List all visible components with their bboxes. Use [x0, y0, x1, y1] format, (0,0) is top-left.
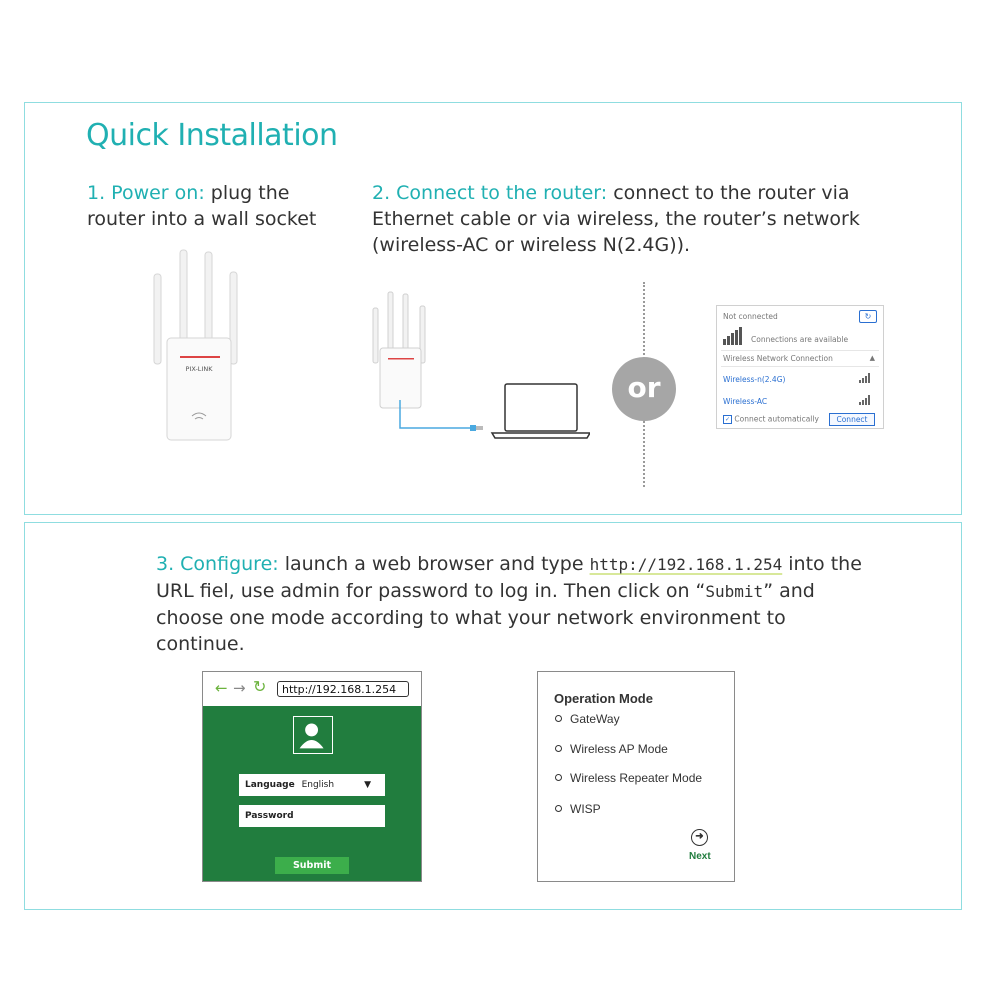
or-badge: or	[612, 357, 676, 421]
user-avatar-icon	[293, 716, 333, 754]
ethernet-cable-image	[395, 400, 495, 440]
operation-mode-mockup	[537, 671, 735, 882]
browser-toolbar	[203, 672, 421, 706]
language-value: English	[301, 780, 335, 790]
wifi-connection-dialog	[716, 305, 884, 429]
step-3-submit-word: Submit	[705, 582, 764, 601]
router-large-image	[150, 248, 250, 448]
login-form-area	[203, 706, 421, 881]
step-3-text	[156, 551, 876, 657]
signal-icon	[723, 325, 745, 345]
network-item-ac[interactable]: Wireless-AC	[723, 397, 768, 406]
reload-icon[interactable]: ↻	[253, 677, 267, 696]
password-label: Password	[245, 811, 294, 821]
page-title: Quick Installation	[86, 118, 338, 153]
step-1-body: plug the router into a wall socket	[87, 182, 317, 230]
router-brand-label: PIX-LINK	[185, 365, 213, 373]
step-3-lead: 3. Configure:	[156, 553, 279, 575]
refresh-icon[interactable]: ↻	[859, 310, 877, 323]
mode-option-wisp[interactable]	[555, 802, 601, 816]
language-select[interactable]	[239, 774, 385, 796]
router-small-image	[370, 290, 430, 410]
step-3-body-a: launch a web browser and type	[278, 553, 590, 575]
back-arrow-icon[interactable]: ←	[215, 679, 228, 697]
step-3-body-c: ” and choose one mode according to what your network environment to continue.	[156, 580, 815, 655]
step-2-lead: 2. Connect to the router:	[372, 182, 608, 204]
network-item-2g[interactable]: Wireless-n(2.4G)	[723, 375, 786, 384]
radio-icon[interactable]	[555, 745, 562, 752]
mode-option-label: Wireless AP Mode	[570, 742, 668, 756]
dropdown-arrow-icon: ▼	[364, 780, 371, 790]
next-button-label[interactable]: Next	[689, 851, 711, 862]
mode-option-gateway[interactable]	[555, 712, 620, 726]
forward-arrow-icon[interactable]: →	[233, 679, 246, 697]
step-3-body-b: into the URL fiel, use admin for password to log in. Then click on “	[156, 553, 862, 602]
mode-option-ap[interactable]	[555, 742, 668, 756]
radio-icon[interactable]	[555, 805, 562, 812]
mode-option-label: GateWay	[570, 712, 620, 726]
collapse-icon[interactable]: ▲	[869, 354, 875, 362]
radio-icon[interactable]	[555, 715, 562, 722]
connections-available-text: Connections are available	[751, 335, 849, 344]
wifi-status-text: Not connected	[723, 312, 778, 321]
laptop-image	[490, 380, 590, 440]
connect-button[interactable]: Connect	[829, 413, 875, 426]
network-ac-signal-icon	[859, 395, 873, 405]
password-input[interactable]	[239, 805, 385, 827]
mode-option-label: WISP	[570, 802, 601, 816]
step-2-text	[372, 180, 932, 258]
next-arrow-icon[interactable]: ➜	[691, 829, 708, 846]
wireless-section-label: Wireless Network Connection	[723, 354, 833, 363]
network-2g-signal-icon	[859, 373, 873, 383]
step-1-lead: 1. Power on:	[87, 182, 205, 204]
radio-icon[interactable]	[555, 774, 562, 781]
step-3-url: http://192.168.1.254	[589, 555, 783, 574]
operation-mode-title: Operation Mode	[554, 691, 653, 706]
auto-connect-checkbox[interactable]: ✓	[724, 415, 731, 423]
browser-login-mockup	[202, 671, 422, 882]
browser-url-input[interactable]: http://192.168.1.254	[277, 681, 409, 697]
auto-connect-label: Connect automatically	[734, 414, 819, 424]
language-label: Language	[245, 780, 295, 790]
step-2-body: connect to the router via Ethernet cable or via wireless, the router’s network (wireless-AC or wireless N(2.4G)).	[372, 182, 860, 256]
mode-option-repeater[interactable]	[555, 771, 702, 785]
submit-button[interactable]: Submit	[275, 857, 349, 874]
step-1-text	[87, 180, 347, 232]
mode-option-label: Wireless Repeater Mode	[570, 771, 703, 785]
